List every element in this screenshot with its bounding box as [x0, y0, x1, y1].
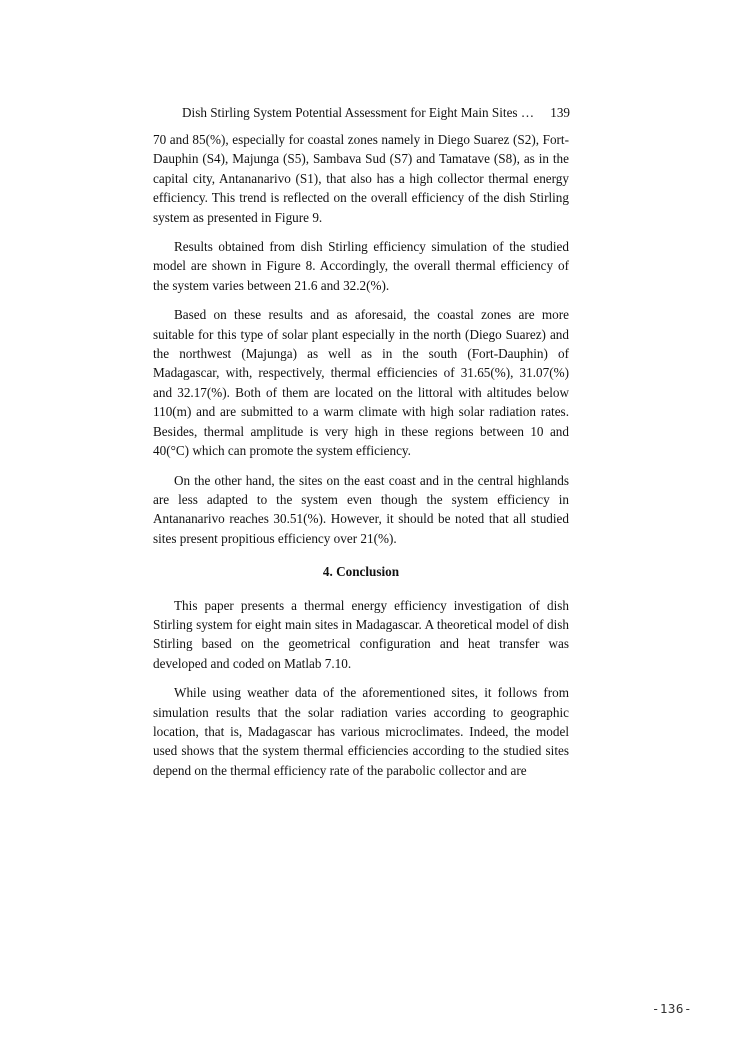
- paragraph: While using weather data of the aforementioned sites, it follows from simulation results that the solar radiation varies according to geographic location, that is, Madagascar has various microclimates. Indeed, the model used shows that the system thermal efficiencies according to the studied sites depend on the thermal efficiency rate of the parabolic collector and are: [153, 685, 569, 778]
- header-page-number: 139: [550, 105, 570, 120]
- body-text: [153, 130, 569, 790]
- section-heading: 4. Conclusion: [322, 564, 400, 580]
- paragraph: This paper presents a thermal energy efficiency investigation of dish Stirling system for eight main sites in Madagascar. A theoretical model of dish Stirling based on the geometrical configuration and heat transfer was developed and coded on Matlab 7.10.: [153, 597, 569, 671]
- paragraph: 70 and 85(%), especially for coastal zones namely in Diego Suarez (S2), Fort-Dauphin (S4), Majunga (S5), Sambava Sud (S7) and Tamatave (S8), as in the capital city, Antananarivo (S1), that also has a high collector thermal energy efficiency. This trend is reflected on the overall efficiency of the dish Stirling system as presented in Figure 9.: [153, 132, 569, 225]
- paragraph: Based on these results and as aforesaid, the coastal zones are more suitable for this type of solar plant especially in the north (Diego Suarez) and the northwest (Majunga) as well as in the south (Fort-Dauphin) of Madagascar, with, respectively, thermal efficiencies of 31.65(%), 31.07(%) and 32.17(%). Both of them are located on the littoral with altitudes below 110(m) and are submitted to a warm climate with high solar radiation rates. Besides, thermal amplitude is very high in these regions between 10 and 40(°C) which can promote the system efficiency.: [153, 307, 569, 459]
- paragraph: Results obtained from dish Stirling efficiency simulation of the studied model are shown in Figure 8. Accordingly, the overall thermal efficiency of the system varies between 21.6 and 32.2(%).: [153, 239, 569, 293]
- footer-page-number: -136-: [651, 1001, 692, 1016]
- running-title: Dish Stirling System Potential Assessment for Eight Main Sites …: [182, 105, 535, 120]
- paragraph: On the other hand, the sites on the east coast and in the central highlands are less adapted to the system even though the system efficiency in Antananarivo reaches 30.51(%). However, it should be noted that all studied sites present propitious efficiency over 21(%).: [153, 472, 569, 546]
- running-header: [182, 105, 570, 121]
